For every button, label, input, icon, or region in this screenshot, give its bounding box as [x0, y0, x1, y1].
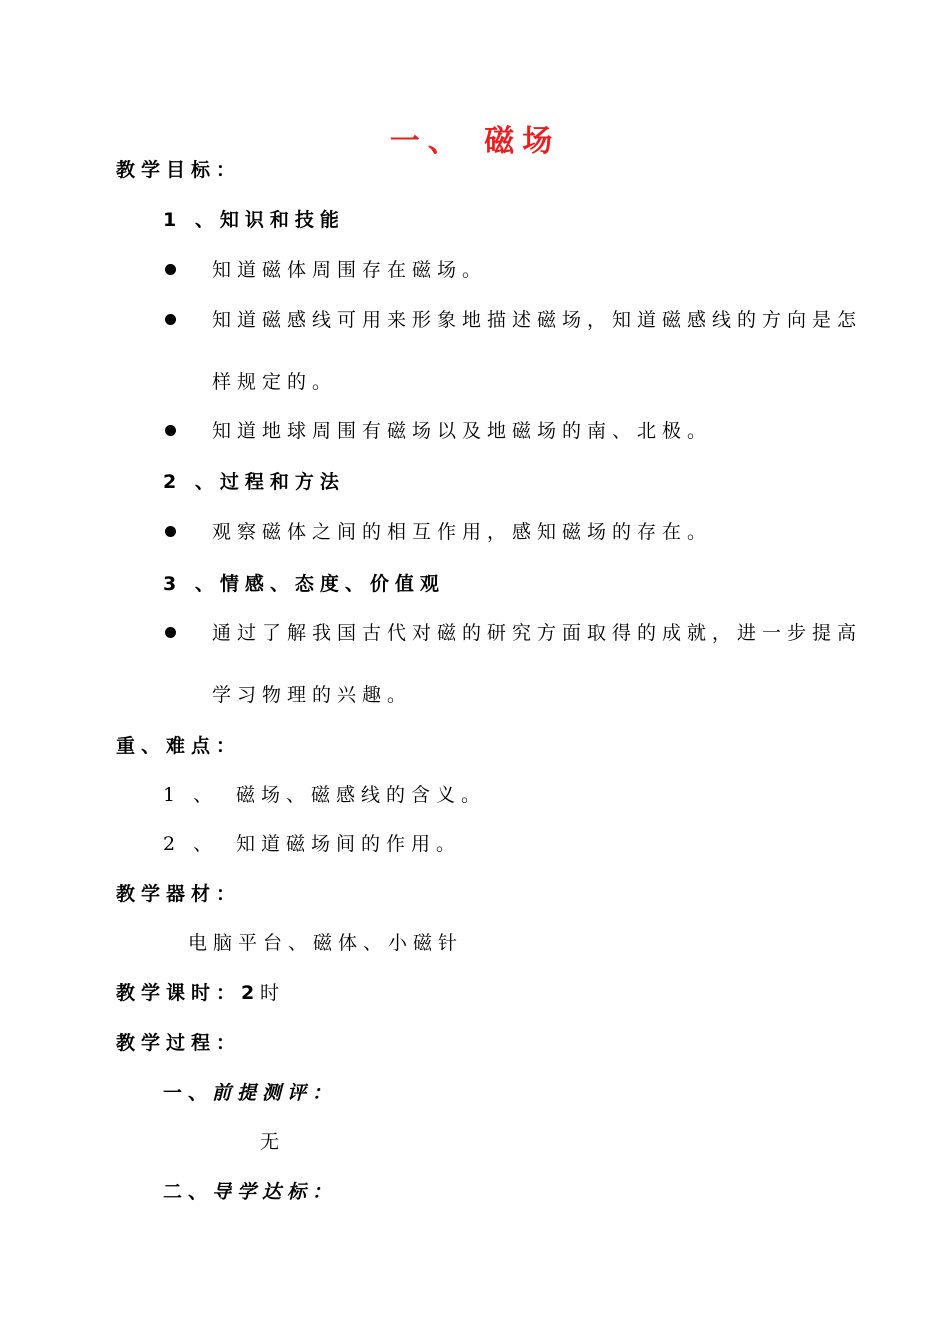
equipment-heading: 教学器材： [116, 883, 242, 905]
objective-text: 知道磁感线可用来形象地描述磁场，知道磁感线的方向是怎 [212, 309, 863, 331]
objective-text: 知道磁体周围存在磁场。 [212, 259, 488, 281]
process-heading: 教学过程： [116, 1032, 242, 1054]
bullet-icon [165, 264, 176, 275]
objective-text: 知道地球周围有磁场以及地磁场的南、北极。 [212, 420, 713, 442]
key-point-number: 1 、 [163, 784, 219, 806]
objective-text-continued: 学习物理的兴趣。 [212, 684, 413, 706]
attitude-values-heading: 3 、情感、态度、价值观 [163, 573, 445, 595]
bullet-icon [165, 526, 176, 537]
bullet-icon [165, 627, 176, 638]
bullet-icon [165, 425, 176, 436]
section-number: 二、 [163, 1181, 214, 1203]
section-title: 导学达标： [212, 1181, 338, 1203]
hours-heading: 教学课时：2 [116, 982, 261, 1004]
key-points-heading: 重、难点： [116, 735, 242, 757]
bullet-icon [165, 314, 176, 325]
objective-text-continued: 样规定的。 [212, 371, 338, 393]
objective-text: 观察磁体之间的相互作用，感知磁场的存在。 [212, 521, 713, 543]
process-method-heading: 2 、过程和方法 [163, 471, 345, 493]
page-title: 一、 磁场 [389, 124, 561, 159]
objective-text: 通过了解我国古代对磁的研究方面取得的成就，进一步提高 [212, 622, 863, 644]
key-point-number: 2 、 [163, 833, 219, 855]
equipment-text: 电脑平台、磁体、小磁针 [188, 932, 464, 954]
section-content: 无 [260, 1131, 286, 1153]
section-number: 一、 [163, 1082, 214, 1104]
knowledge-skills-heading: 1 、知识和技能 [163, 209, 345, 231]
section-title: 前提测评： [212, 1082, 338, 1104]
objectives-heading: 教学目标： [116, 159, 242, 181]
key-point-text: 磁场、磁感线的含义。 [236, 784, 487, 806]
key-point-text: 知道磁场间的作用。 [236, 833, 462, 855]
hours-unit: 时 [260, 982, 286, 1004]
